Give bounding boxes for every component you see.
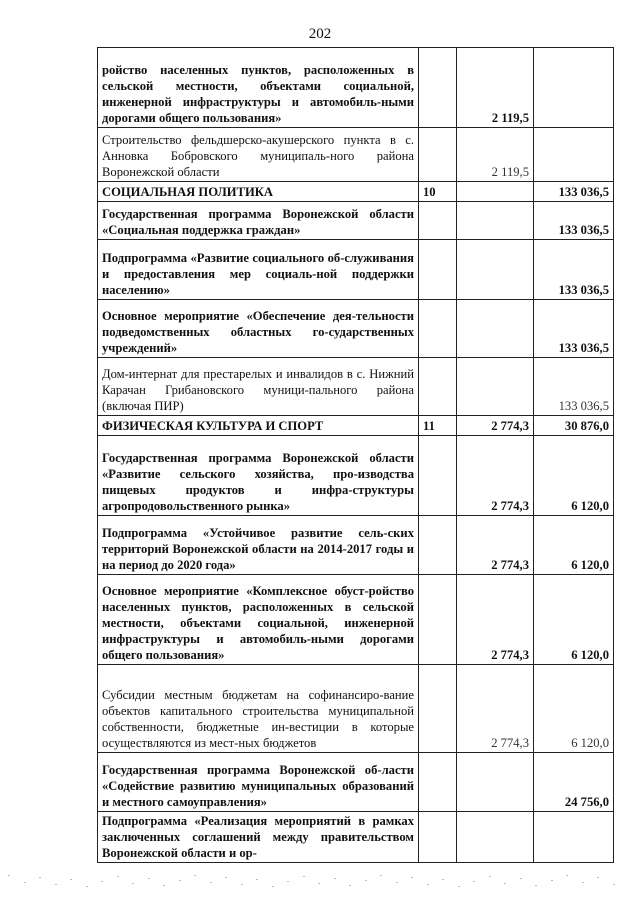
scan-speck [442, 879, 444, 880]
row-value-2-cell: 133 036,5 [534, 182, 614, 202]
row-value-1-cell [457, 753, 534, 812]
row-name-cell: Подпрограмма «Реализация мероприятий в рамках заключенных соглашений между правительством Воронежской области и ор- [98, 812, 419, 863]
scan-speck [334, 878, 336, 879]
row-name-cell: Государственная программа Воронежской области «Развитие сельского хозяйства, про-изводства пищевых продуктов и инфра-структуры агропродовольственного рынка» [98, 436, 419, 516]
scan-speck [272, 886, 274, 887]
row-code-cell [419, 575, 457, 665]
table-row [98, 575, 614, 665]
row-value-2-cell: 6 120,0 [534, 575, 614, 665]
table-row [98, 416, 614, 436]
scan-speck [70, 879, 72, 880]
row-value-1-cell: 2 774,3 [457, 436, 534, 516]
row-value-2-cell: 133 036,5 [534, 202, 614, 240]
scan-speck [210, 882, 212, 883]
row-name-cell: Основное мероприятие «Комплексное обуст-ройство населенных пунктов, расположенных в сельской местности, объектами социальной, инженерной инфраструктуры и автомобиль-ными дорогами общего пользования» [98, 575, 419, 665]
row-value-2-cell [534, 812, 614, 863]
scan-speck [303, 876, 305, 877]
budget-table-body [98, 48, 614, 863]
scan-speck [318, 883, 320, 884]
row-code-cell [419, 300, 457, 358]
scan-speck [473, 881, 475, 882]
row-code-cell [419, 812, 457, 863]
row-value-2-cell: 133 036,5 [534, 300, 614, 358]
row-value-2-cell: 6 120,0 [534, 516, 614, 575]
row-name-cell: ФИЗИЧЕСКАЯ КУЛЬТУРА И СПОРТ [98, 416, 419, 436]
row-value-2-cell: 24 756,0 [534, 753, 614, 812]
scan-speck [396, 882, 398, 883]
scan-speck [132, 883, 134, 884]
row-name-cell: Подпрограмма «Развитие социального об-служивания и предоставления мер социаль-ной поддержки населению» [98, 240, 419, 300]
scan-speck [39, 877, 41, 878]
row-value-2-cell [534, 128, 614, 182]
row-name-cell: Государственная программа Воронежской об-ласти «Содействие развитию муниципальных образований и местного самоуправления» [98, 753, 419, 812]
row-code-cell [419, 436, 457, 516]
row-name-cell: СОЦИАЛЬНАЯ ПОЛИТИКА [98, 182, 419, 202]
row-code-cell [419, 516, 457, 575]
scan-speck [365, 880, 367, 881]
row-value-1-cell [457, 240, 534, 300]
scan-speck [613, 884, 615, 885]
row-code-cell [419, 128, 457, 182]
row-value-2-cell: 133 036,5 [534, 240, 614, 300]
row-code-cell: 10 [419, 182, 457, 202]
row-name-cell: ройство населенных пунктов, расположенных в сельской местности, объектами социальной, инженерной инфраструктуры и автомобиль-ными дорогами общего пользования» [98, 48, 419, 128]
row-name-cell: Основное мероприятие «Обеспечение дея-тельности подведомственных областных го-сударственных учреждений» [98, 300, 419, 358]
scan-speck [163, 885, 165, 886]
scan-speck [179, 880, 181, 881]
row-code-cell [419, 358, 457, 416]
row-value-1-cell [457, 358, 534, 416]
table-row [98, 665, 614, 753]
table-row [98, 436, 614, 516]
row-value-2-cell [534, 48, 614, 128]
row-value-1-cell [457, 300, 534, 358]
row-value-2-cell: 133 036,5 [534, 358, 614, 416]
row-value-2-cell: 6 120,0 [534, 665, 614, 753]
row-code-cell [419, 240, 457, 300]
scan-speck [241, 884, 243, 885]
scan-speck [148, 878, 150, 879]
scan-speck [86, 886, 88, 887]
row-code-cell [419, 48, 457, 128]
table-row [98, 358, 614, 416]
row-value-2-cell: 30 876,0 [534, 416, 614, 436]
table-row [98, 202, 614, 240]
row-value-2-cell: 6 120,0 [534, 436, 614, 516]
scan-speck [101, 881, 103, 882]
row-code-cell [419, 753, 457, 812]
row-value-1-cell [457, 812, 534, 863]
table-row [98, 300, 614, 358]
scan-noise [0, 875, 640, 889]
table-row [98, 516, 614, 575]
table-row [98, 753, 614, 812]
scan-speck [117, 876, 119, 877]
scan-speck [566, 875, 568, 876]
row-value-1-cell: 2 774,3 [457, 416, 534, 436]
scan-speck [582, 882, 584, 883]
row-value-1-cell: 2 119,5 [457, 48, 534, 128]
scan-speck [24, 882, 26, 883]
row-value-1-cell [457, 182, 534, 202]
budget-table [97, 47, 614, 863]
scan-speck [55, 884, 57, 885]
row-value-1-cell: 2 774,3 [457, 575, 534, 665]
table-row [98, 48, 614, 128]
row-name-cell: Строительство фельдшерско-акушерского пункта в с. Анновка Бобровского муниципаль-ного района Воронежской области [98, 128, 419, 182]
table-row [98, 812, 614, 863]
scan-speck [489, 876, 491, 877]
row-code-cell [419, 202, 457, 240]
scan-speck [349, 885, 351, 886]
table-row [98, 182, 614, 202]
scan-speck [380, 875, 382, 876]
scan-speck [520, 878, 522, 879]
scan-speck [597, 877, 599, 878]
scan-speck [225, 877, 227, 878]
row-name-cell: Субсидии местным бюджетам на софинансиро-вание объектов капитального строительства муниципальной собственности, бюджетные ин-вестиции в которые осуществляются из мест-ных бюджетов [98, 665, 419, 753]
scan-speck [458, 886, 460, 887]
row-name-cell: Государственная программа Воронежской области «Социальная поддержка граждан» [98, 202, 419, 240]
scan-speck [535, 885, 537, 886]
row-code-cell: 11 [419, 416, 457, 436]
page-number: 202 [308, 26, 332, 42]
row-value-1-cell: 2 774,3 [457, 516, 534, 575]
scan-speck [504, 883, 506, 884]
row-value-1-cell: 2 119,5 [457, 128, 534, 182]
scan-speck [411, 877, 413, 878]
table-row [98, 240, 614, 300]
scan-speck [427, 884, 429, 885]
scan-speck [194, 875, 196, 876]
scan-speck [287, 881, 289, 882]
row-name-cell: Дом-интернат для престарелых и инвалидов в с. Нижний Карачан Грибановского муници-пального района (включая ПИР) [98, 358, 419, 416]
scan-speck [8, 875, 10, 876]
row-value-1-cell [457, 202, 534, 240]
row-value-1-cell: 2 774,3 [457, 665, 534, 753]
table-row [98, 128, 614, 182]
scan-speck [256, 879, 258, 880]
scan-speck [551, 880, 553, 881]
row-code-cell [419, 665, 457, 753]
row-name-cell: Подпрограмма «Устойчивое развитие сель-ских территорий Воронежской области на 2014-2017 годы и на период до 2020 года» [98, 516, 419, 575]
